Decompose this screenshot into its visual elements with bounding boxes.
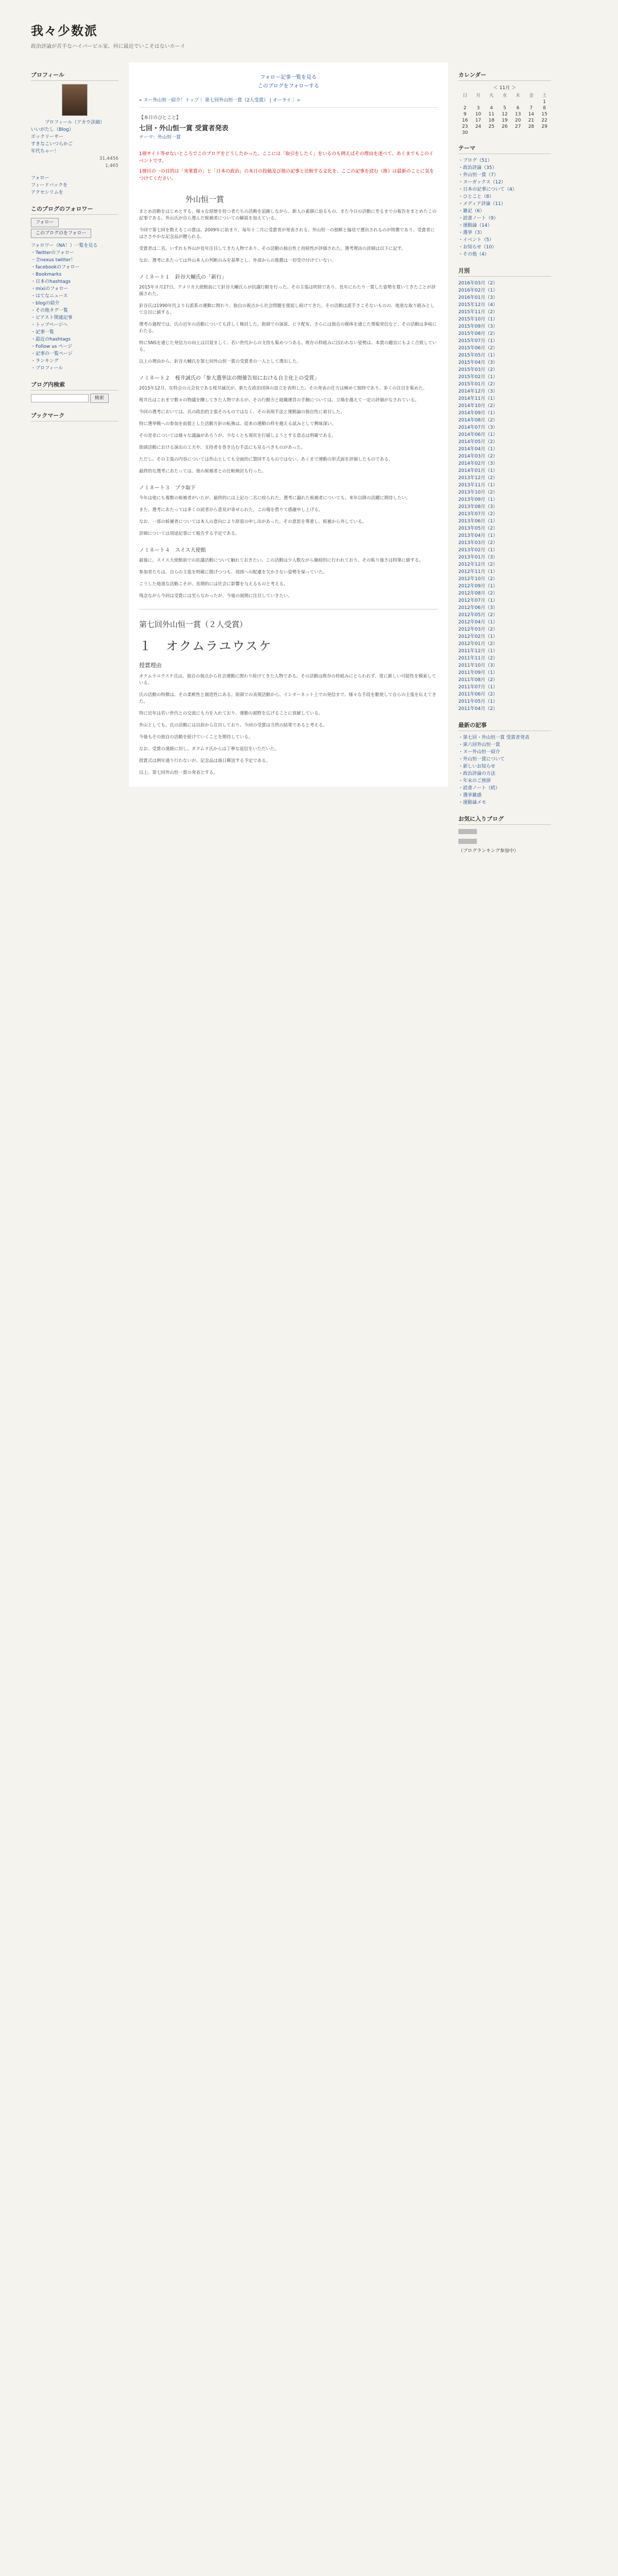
month-item[interactable]: 2012年12月（2）: [458, 562, 498, 567]
paragraph: オクムラユウスケ氏は、独自の視点から社会運動に関わり続けてきた人物である。その活動は既存の枠組みにとらわれず、常に新しい可能性を模索している。: [139, 674, 436, 686]
month-item[interactable]: 2012年04月（1）: [458, 620, 498, 625]
month-item[interactable]: 2015年03月（2）: [458, 367, 498, 372]
paragraph: 特に選挙戦への参加を前提とした活動方針の転換は、従来の運動の枠を越える試みとして興味深い。: [139, 421, 336, 427]
nomination-1-title: ノミネート１ 針谷大輔氏の「新行」: [139, 275, 227, 280]
profile-count: 1,465: [105, 163, 118, 168]
month-item[interactable]: 2015年11月（2）: [458, 310, 498, 315]
month-item[interactable]: 2011年07月（1）: [458, 685, 498, 690]
favorites-heading: お気に入りブログ: [458, 814, 551, 825]
month-item[interactable]: 2014年09月（1）: [458, 411, 498, 416]
calendar-day[interactable]: [485, 99, 498, 105]
theme-item[interactable]: ・読書ノート（9）: [458, 216, 499, 221]
bookmark-heading: ブックマーク: [31, 410, 118, 421]
follow-link[interactable]: フィードバックを: [31, 183, 68, 188]
theme-item[interactable]: ・雑記（6）: [458, 209, 485, 214]
section-title: 外山恒一賞: [185, 195, 225, 204]
calendar-day[interactable]: 15: [541, 112, 547, 117]
calendar-day[interactable]: 3: [476, 106, 480, 111]
month-item[interactable]: 2014年04月（1）: [458, 447, 498, 452]
blog-description: 政治評論が苦手なハイパービル家、何に最近でいこそはないホーイ: [31, 44, 185, 49]
month-item[interactable]: 2012年09月（1）: [458, 584, 498, 589]
month-item[interactable]: 2015年06月（2）: [458, 346, 498, 351]
month-item[interactable]: 2012年05月（2）: [458, 613, 498, 618]
badges-note: （ブログランキング参加中）: [458, 849, 519, 854]
profile-link[interactable]: すきなこいつらかご: [31, 142, 73, 147]
page: [26, 0, 592, 2576]
paragraph: 氏の活動の特徴は、その柔軟性と創造性にある。街頭での表現活動から、インターネット上での発信まで、様々な手段を駆使して自らの主張を伝えてきた。: [139, 692, 437, 704]
calendar-day[interactable]: 29: [541, 124, 547, 129]
post-title[interactable]: 七回・外山恒一賞 受賞者発表: [139, 125, 229, 132]
month-item[interactable]: 2012年06月（3）: [458, 605, 498, 611]
search-box: [31, 394, 118, 403]
calendar-day[interactable]: [458, 99, 472, 105]
month-item[interactable]: 2016年03月（2）: [458, 281, 498, 286]
blog-header: [26, 0, 592, 62]
month-item[interactable]: 2015年02月（1）: [458, 375, 498, 380]
search-heading: ブログ内検索: [31, 379, 118, 391]
follower-item[interactable]: ・Twitterのフォロー: [31, 250, 74, 256]
nomination-4-title: ノミネート４ スイス大使館: [139, 548, 206, 553]
right-sidebar: [458, 62, 551, 855]
recent-item[interactable]: ・運動論メモ: [458, 800, 487, 805]
follower-item[interactable]: ・ピアスト関連記事: [31, 315, 73, 320]
month-item[interactable]: 2015年08月（2）: [458, 331, 498, 336]
paragraph: ただし、その主張の内容については外山としても全面的に賛同するものではない。あくまで運動の形式面を評価したものである。: [139, 457, 393, 462]
calendar-day[interactable]: 25: [488, 124, 494, 129]
month-item[interactable]: 2011年04月（2）: [458, 706, 498, 711]
month-item[interactable]: 2013年02月（1）: [458, 548, 498, 553]
nomination-4-body: [139, 557, 438, 600]
ranking-badge[interactable]: [458, 839, 477, 844]
theme-item[interactable]: ・運動論（14）: [458, 223, 492, 228]
calendar-day[interactable]: 18: [488, 118, 494, 123]
theme-item[interactable]: ・政治評論（35）: [458, 165, 497, 171]
month-item[interactable]: 2014年10月（2）: [458, 403, 498, 409]
month-item[interactable]: 2014年08月（2）: [458, 418, 498, 423]
breadcrumb[interactable]: « ヌー外山恒一紹介！トップ｜ 第七回外山恒一賞（2人受賞） | オーライ｜ »: [139, 94, 438, 108]
paragraph: 参加者たちは、自らの主張を明確に掲げつつも、周囲への配慮を欠かさない姿勢を保っていた。: [139, 570, 328, 575]
paragraph: また、選考にあたっては多くの読者から意見が寄せられた。この場を借りて感謝申し上げる。: [139, 507, 323, 513]
theme-item[interactable]: ・イベント（5）: [458, 238, 494, 243]
month-item[interactable]: 2015年07月（1）: [458, 338, 498, 344]
theme-heading: テーマ: [458, 143, 551, 154]
paragraph: 針谷氏は1990年代より右派系の運動に関わり、独自の視点から社会問題を提起し続けてきた。その活動は派手さこそないものの、地道な取り組みとして注目に値する。: [139, 303, 435, 315]
paragraph: 街頭活動における演出の工夫や、支持者を巻き込む手法にも見るべきものがあった。: [139, 445, 305, 450]
month-item[interactable]: 2012年10月（2）: [458, 577, 498, 582]
calendar-day[interactable]: 30: [462, 130, 468, 135]
main-content: [129, 62, 448, 787]
theme-item[interactable]: ・お知らせ（10）: [458, 245, 497, 250]
calendar-day[interactable]: 1: [543, 99, 546, 105]
calendar-weekday: 水: [502, 93, 507, 98]
calendar-day[interactable]: 20: [514, 118, 521, 123]
followers-box: [31, 218, 118, 372]
calendar-day[interactable]: 11: [488, 112, 494, 117]
month-item[interactable]: 2013年05月（2）: [458, 526, 498, 531]
follower-item[interactable]: ・記事の一覧ページ: [31, 351, 73, 357]
month-item[interactable]: 2013年06月（1）: [458, 519, 498, 524]
calendar-day[interactable]: 8: [543, 106, 546, 111]
recent-item[interactable]: ・選挙雑感: [458, 793, 482, 798]
paragraph: こうした地道な活動こそが、長期的には社会に影響を与えるものと考える。: [139, 582, 288, 587]
badges-box: [458, 828, 551, 855]
month-item[interactable]: 2013年04月（1）: [458, 533, 498, 538]
calendar-weekday: 火: [489, 93, 494, 98]
month-item[interactable]: 2016年02月（1）: [458, 288, 498, 293]
month-item[interactable]: 2012年11月（1）: [458, 569, 498, 574]
paragraph: その是非については様々な議論があろうが、少なくとも現状を打破しようとする意志は明確である。: [139, 433, 336, 438]
theme-item[interactable]: ・メディア評論（11）: [458, 201, 506, 207]
search-button[interactable]: 検索: [90, 394, 109, 403]
calendar: [458, 84, 551, 135]
month-item[interactable]: 2015年12月（4）: [458, 302, 498, 308]
month-item[interactable]: 2015年04月（3）: [458, 360, 498, 365]
calendar-day[interactable]: [472, 99, 485, 105]
calendar-day[interactable]: 16: [462, 118, 468, 123]
theme-list: [458, 157, 551, 258]
month-item[interactable]: 2013年10月（2）: [458, 490, 498, 495]
nomination-3-title: ノミネート３ プラ取下: [139, 485, 196, 491]
calendar-weekday: 木: [516, 93, 521, 98]
month-item[interactable]: 2014年11月（1）: [458, 396, 498, 401]
month-item[interactable]: 2011年12月（1）: [458, 649, 498, 654]
month-item[interactable]: 2013年11月（1）: [458, 483, 498, 488]
month-item[interactable]: 2013年09月（1）: [458, 497, 498, 502]
nomination-2-title: ノミネート２ 桜井誠氏の「参大選挙法の開催告知における自主化上の受賞」: [139, 376, 319, 381]
follow-links: [31, 175, 118, 196]
profile-count: 31,4456: [99, 156, 118, 161]
calendar-day[interactable]: 22: [541, 118, 547, 123]
paragraph: 授賞式は例年通り行わないが、記念品は後日郵送する予定である。: [139, 758, 271, 764]
nomination-2-body: [139, 385, 438, 475]
recent-item[interactable]: ・第六回外山恒一賞: [458, 742, 501, 748]
follower-item[interactable]: ・日本のhashtags: [31, 279, 71, 284]
follow-top: [139, 67, 438, 94]
calendar-day[interactable]: 10: [475, 112, 482, 117]
calendar-day[interactable]: 21: [528, 118, 535, 123]
paragraph: 以上の理由から、針谷大輔氏を第七回外山恒一賞の受賞者の一人として選出した。: [139, 359, 301, 364]
theme-item[interactable]: ・ブログ（51）: [458, 158, 492, 163]
follower-item[interactable]: ・blogの紹介: [31, 301, 60, 306]
post-date: 【本日のひとこと】: [139, 115, 181, 121]
month-heading: 月別: [458, 265, 551, 277]
paragraph: なお、一部の候補者については本人の意向により辞退の申し出があった。その意思を尊重し、候補から外している。: [139, 519, 367, 524]
follower-item[interactable]: ・facebookのフォロー: [31, 265, 80, 270]
calendar-day[interactable]: 17: [475, 118, 482, 123]
calendar-heading: カレンダー: [458, 70, 551, 81]
month-item[interactable]: 2012年02月（1）: [458, 634, 498, 639]
paragraph: 最後に、スイス大使館前での抗議活動について触れておきたい。この活動は少人数ながら継続的に行われており、その粘り強さは特筆に値する。: [139, 558, 424, 563]
month-item[interactable]: 2014年03月（2）: [458, 454, 498, 459]
follow-blog-link[interactable]: このブログをフォローする: [258, 83, 319, 89]
month-item[interactable]: 2014年02月（3）: [458, 461, 498, 466]
month-item[interactable]: 2011年10月（3）: [458, 663, 498, 668]
winners-title: 第七回外山恒一賞（２人受賞）: [139, 620, 248, 629]
month-item[interactable]: 2014年01月（1）: [458, 468, 498, 473]
calendar-day[interactable]: 14: [528, 112, 535, 117]
paragraph: 特に近年は若い世代との交流にも力を入れており、運動の裾野を広げることに貢献している。: [139, 711, 323, 716]
calendar-day[interactable]: 6: [516, 106, 520, 111]
calendar-weekday: 金: [528, 93, 534, 98]
avatar[interactable]: [62, 84, 88, 116]
follower-item[interactable]: ・最近のhashtags: [31, 337, 71, 342]
nomination-1-body: [139, 284, 438, 365]
theme-item[interactable]: ・日本の記事について（4）: [458, 187, 517, 192]
calendar-weekday: 日: [462, 93, 468, 98]
nomination-3-body: [139, 495, 438, 537]
month-list: [458, 280, 551, 713]
month-item[interactable]: 2013年12月（2）: [458, 476, 498, 481]
calendar-day[interactable]: 28: [528, 124, 535, 129]
theme-item[interactable]: ・選挙（3）: [458, 230, 485, 235]
recent-item[interactable]: ・読書ノート（続）: [458, 786, 500, 791]
month-item[interactable]: 2013年01月（3）: [458, 555, 498, 560]
month-item[interactable]: 2015年09月（3）: [458, 324, 498, 329]
recent-item[interactable]: ・年末のご挨拶: [458, 778, 491, 784]
reason-label: 授賞理由: [139, 662, 162, 669]
profile-links: [31, 126, 118, 155]
recent-item[interactable]: ・政治評論の方法: [458, 771, 496, 776]
follower-item[interactable]: ・はてなニュース: [31, 294, 68, 299]
paragraph: なお、受賞の連絡に対し、オクムラ氏からは丁寧な返信をいただいた。: [139, 747, 279, 752]
month-item[interactable]: 2014年07月（3）: [458, 425, 498, 430]
calendar-day[interactable]: 19: [502, 118, 508, 123]
paragraph: 詳細については別途記事にて報告する予定である。: [139, 531, 240, 536]
follow-link[interactable]: フォロー: [31, 176, 49, 181]
month-item[interactable]: 2015年01月（2）: [458, 382, 498, 387]
month-item[interactable]: 2011年06月（2）: [458, 692, 498, 697]
post-theme-link[interactable]: テーマ：外山恒一賞: [139, 135, 181, 140]
calendar-day[interactable]: 23: [462, 124, 468, 129]
month-item[interactable]: 2013年03月（2）: [458, 540, 498, 546]
intro-paragraphs: [139, 209, 438, 264]
month-item[interactable]: 2011年11月（2）: [458, 656, 498, 661]
winner-1-name: １ オクムラユウスケ: [139, 639, 272, 653]
followers-count-heading: このブログのフォロワー: [31, 204, 118, 215]
paragraph: 今年は他にも複数の候補者がいたが、最終的には上記の二名に絞られた。選考に漏れた候補者についても、来年以降の活躍に期待したい。: [139, 496, 410, 501]
paragraph: 2015年12月、在特会の元会長である桜井誠氏が、新たな政治団体の設立を表明した。その発表の仕方は極めて独特であり、多くの注目を集めた。: [139, 386, 427, 391]
calendar-day[interactable]: 13: [514, 112, 521, 117]
paragraph: 2015年８月27日、アメリカ大使館前にて針谷大輔氏らが抗議行動を行った。その主張は明快であり、長年にわたり一貫した姿勢を貫いてきたことが評価された。: [139, 285, 436, 297]
follow-sub-button[interactable]: このブログのをフォロー: [31, 229, 91, 238]
recent-item[interactable]: ・新しいお知らせ: [458, 764, 495, 769]
calendar-day[interactable]: [511, 99, 525, 105]
calendar-day[interactable]: 9: [463, 112, 467, 117]
follower-item[interactable]: ・ランキング: [31, 359, 59, 364]
calendar-day[interactable]: 12: [502, 112, 508, 117]
paragraph: 今後もその独自の活動を続けていくことを期待している。: [139, 735, 253, 740]
recent-list: [458, 734, 551, 806]
notice-text: 1冊サイト等せないところでこのブログをどうしたかった。ここには「取引をしたく」をいるのも例えばその理由を述べて、あくまでもこのイベントです。: [139, 151, 434, 164]
paragraph: 受賞者は二名。いずれも外山が長年注目してきた人物であり、その活動の独自性と持続性が評価された。選考理由の詳細は以下に記す。: [139, 246, 406, 251]
calendar-day[interactable]: 27: [514, 124, 521, 129]
month-item[interactable]: 2013年07月（2）: [458, 512, 498, 517]
follow-link[interactable]: アクセシリムを: [31, 190, 63, 195]
month-item[interactable]: 2011年05月（1）: [458, 699, 498, 704]
paragraph: 残念ながら今回は受賞には至らなかったが、今後の展開に注目していきたい。: [139, 594, 293, 599]
month-item[interactable]: 2011年09月（1）: [458, 670, 498, 675]
month-item[interactable]: 2012年03月（2）: [458, 627, 498, 632]
month-item[interactable]: 2014年05月（2）: [458, 439, 498, 445]
profile-name-link[interactable]: プロフィール（アカウ詳細）: [44, 120, 105, 125]
follower-item[interactable]: ・Bookmarks: [31, 272, 62, 277]
reason-body: [139, 673, 438, 776]
paragraph: 最終的な選考にあたっては、他の候補者との比較検討も行った。: [139, 469, 266, 474]
profile-heading: プロフィール: [31, 70, 118, 81]
month-item[interactable]: 2011年08月（2）: [458, 677, 498, 683]
month-item[interactable]: 2012年07月（1）: [458, 598, 498, 603]
calendar-weekday: 月: [476, 93, 481, 98]
profile-box: [31, 84, 118, 196]
paragraph: 以上、第七回外山恒一賞の発表とする。: [139, 770, 218, 775]
followers-list-link[interactable]: フォロワー（NA！）一覧を見る: [31, 243, 98, 248]
theme-item[interactable]: ・ひとこと（8）: [458, 194, 494, 199]
calendar-day[interactable]: 26: [502, 124, 508, 129]
month-item[interactable]: 2012年01月（2）: [458, 641, 498, 647]
profile-counts: [31, 155, 118, 170]
calendar-weekday: 土: [542, 93, 547, 98]
follower-item[interactable]: ・全nexus twitter！: [31, 258, 76, 263]
month-item[interactable]: 2013年08月（3）: [458, 504, 498, 510]
calendar-day[interactable]: 24: [475, 124, 482, 129]
profile-link[interactable]: ボックリーサー: [31, 134, 64, 140]
paragraph: 桜井氏はこれまで数々の物議を醸してきた人物であるが、その行動力と組織運営の手腕については、立場を越えて一定の評価がなされている。: [139, 398, 419, 403]
follower-item[interactable]: ・トップページへ: [31, 323, 68, 328]
paragraph: なお、選考にあたっては外山本人の判断のみを基準とし、外部からの推薦は一切受け付けていない。: [139, 258, 336, 263]
month-item[interactable]: 2012年08月（2）: [458, 591, 498, 596]
month-item[interactable]: 2015年10月（1）: [458, 317, 498, 322]
blog-title[interactable]: 我々少数派: [31, 24, 98, 38]
ranking-badge[interactable]: [458, 829, 477, 834]
search-input[interactable]: [31, 394, 89, 402]
theme-item[interactable]: ・その他（4）: [458, 252, 489, 257]
follower-item[interactable]: ・mixiのフォロー: [31, 286, 68, 292]
month-item[interactable]: 2015年05月（1）: [458, 353, 498, 358]
theme-item[interactable]: ・ヌーガックス（12）: [458, 180, 506, 185]
follower-item[interactable]: ・Follow us ページ: [31, 344, 73, 349]
calendar-day[interactable]: 5: [503, 106, 506, 111]
paragraph: 特にSNSを通じた発信力の向上は目覚ましく、若い世代からの支持も集めつつある。既存の枠組みに囚われない姿勢は、本賞の趣旨にもよく合致している。: [139, 341, 437, 352]
paragraph: 今回で第七回を数えるこの賞は、2009年に始まり、毎年十二月に受賞者が発表される。外山恒一の独断と偏見で選出されるのが特徴であり、受賞者にはささやかな記念品が贈られる。: [139, 228, 435, 240]
profile-link[interactable]: 年代ちゃー！: [31, 149, 59, 154]
followers-list: [31, 249, 118, 372]
recent-heading: 最新の記事: [458, 720, 551, 731]
follow-list-link[interactable]: フォロー記事一覧を見る: [260, 75, 317, 80]
paragraph: 選考の過程では、氏の近年の活動についても詳しく検討した。街頭での演説、ビラ配布、さらには独自の媒体を通じた情報発信など、その活動は多岐にわたる。: [139, 322, 437, 334]
follow-button[interactable]: フォロー: [31, 218, 59, 227]
paragraph: 今回の選考においては、氏の政治的主張そのものではなく、その表現手法と運動論の独自性に着目した。: [139, 410, 345, 415]
paragraph: 外山としても、氏の活動には以前から注目しており、今回の受賞は当然の結果であると考える。: [139, 723, 328, 728]
paragraph: まとめ活動をはじめとする、様々な経歴を持つ者たちの活動を追跡しながら、新人の素顔に迫るもの、また今日の活動に至るまでの報告をまとめたこの記事である。外山氏が自ら選んだ候補者についての解説を加えている。: [139, 209, 437, 221]
follower-item[interactable]: ・記事一覧: [31, 330, 55, 335]
calendar-day[interactable]: 2: [463, 106, 467, 111]
left-sidebar: [31, 62, 118, 425]
notice-text-2: 1冊目の一の目的は「実業賞の」と「日本の政治」の本日の投稿及び他の記事と比較する文化を、ここの記事を読む（推）は最新のことに気をつけてください。: [139, 169, 434, 181]
month-item[interactable]: 2014年12月（3）: [458, 389, 498, 394]
follower-item[interactable]: ・プロフィール: [31, 366, 63, 371]
calendar-day[interactable]: [525, 99, 538, 105]
month-item[interactable]: 2014年06月（1）: [458, 432, 498, 437]
month-item[interactable]: 2016年01月（3）: [458, 295, 498, 300]
follower-item[interactable]: ・その他タグ一覧: [31, 308, 68, 313]
recent-item[interactable]: ・ヌー外山恒一紹介: [458, 750, 501, 755]
recent-item[interactable]: ・第七回・外山恒一賞 受賞者発表: [458, 735, 529, 740]
calendar-caption[interactable]: ＜ 11月 ＞: [493, 86, 517, 91]
theme-item[interactable]: ・外山恒一賞（7）: [458, 173, 499, 178]
profile-link[interactable]: いいがたし（Blog）: [31, 127, 74, 132]
recent-item[interactable]: ・外山恒一賞について: [458, 757, 505, 762]
calendar-day[interactable]: 4: [490, 106, 493, 111]
calendar-day[interactable]: 7: [529, 106, 533, 111]
calendar-day[interactable]: [498, 99, 511, 105]
